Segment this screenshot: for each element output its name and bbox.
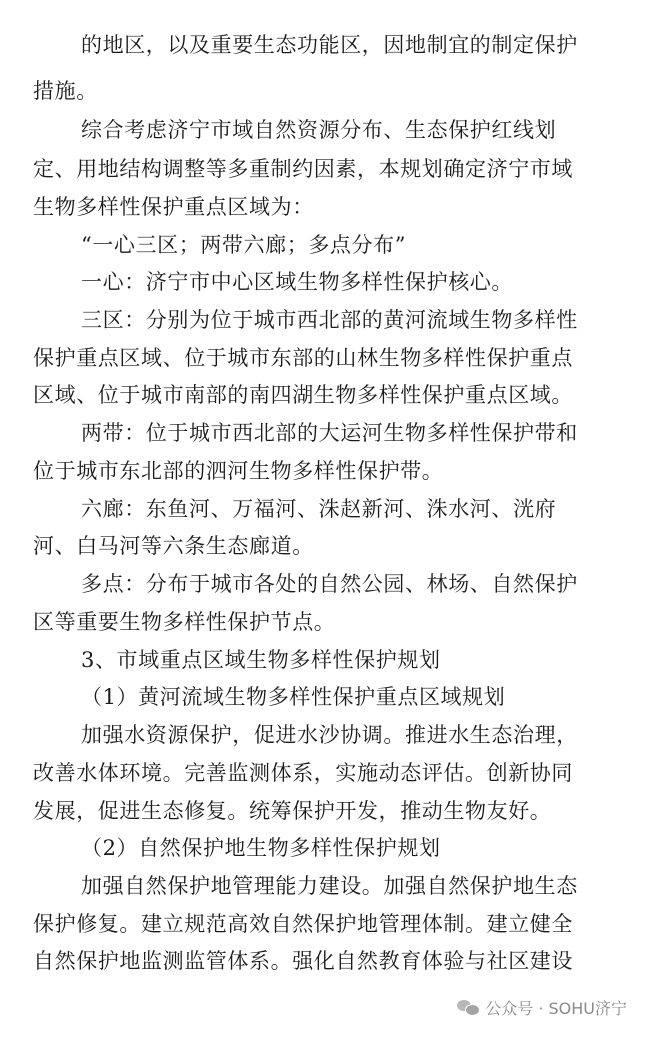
text-line: 改善水体环境。完善监测体系，实施动态评估。创新协同 xyxy=(33,761,573,785)
watermark-text: 公众号 · SOHU济宁 xyxy=(485,998,627,1018)
text-line: 定、用地结构调整等多重制约因素，本规划确定济宁市域 xyxy=(33,157,573,181)
text-line: 措施。 xyxy=(33,79,98,103)
text-line: 生物多样性保护重点区域为： xyxy=(33,195,314,219)
text-line: “一心三区；两带六廊；多点分布” xyxy=(81,233,407,257)
text-line: 加强水资源保护，促进水沙协调。推进水生态治理， xyxy=(81,723,578,747)
watermark xyxy=(457,995,627,1019)
text-line: 六廊：东鱼河、万福河、洙赵新河、洙水河、洸府 xyxy=(81,497,557,521)
text-line: 自然保护地监测监管体系。强化自然教育体验与社区建设 xyxy=(33,949,573,973)
text-line: 两带：位于城市西北部的大运河生物多样性保护带和 xyxy=(81,421,578,445)
text-line: 加强自然保护地管理能力建设。加强自然保护地生态 xyxy=(81,874,578,898)
subsection-heading: （1）黄河流域生物多样性保护重点区域规划 xyxy=(81,685,506,709)
text-line: 河、白马河等六条生态廊道。 xyxy=(33,534,314,558)
text-line: 发展，促进生态修复。统筹保护开发，推动生物友好。 xyxy=(33,799,552,823)
text-line: 的地区，以及重要生态功能区，因地制宜的制定保护 xyxy=(81,33,578,57)
wechat-icon xyxy=(457,998,479,1016)
text-line: 区域、位于城市南部的南四湖生物多样性保护重点区域。 xyxy=(33,383,573,407)
text-line: 保护修复。建立规范高效自然保护地管理体制。建立健全 xyxy=(33,912,573,936)
text-line: 区等重要生物多样性保护节点。 xyxy=(33,610,336,634)
text-line: 综合考虑济宁市域自然资源分布、生态保护红线划 xyxy=(81,118,557,142)
text-line: 位于城市东北部的泗河生物多样性保护带。 xyxy=(33,459,444,483)
text-line: 三区：分别为位于城市西北部的黄河流域生物多样性 xyxy=(81,308,578,332)
subsection-heading: （2）自然保护地生物多样性保护规划 xyxy=(81,836,441,860)
text-line: 一心：济宁市中心区域生物多样性保护核心。 xyxy=(81,270,513,294)
text-line: 多点：分布于城市各处的自然公园、林场、自然保护 xyxy=(81,572,578,596)
text-line: 保护重点区域、位于城市东部的山林生物多样性保护重点 xyxy=(33,346,573,370)
section-heading: 3、市域重点区域生物多样性保护规划 xyxy=(81,648,441,672)
